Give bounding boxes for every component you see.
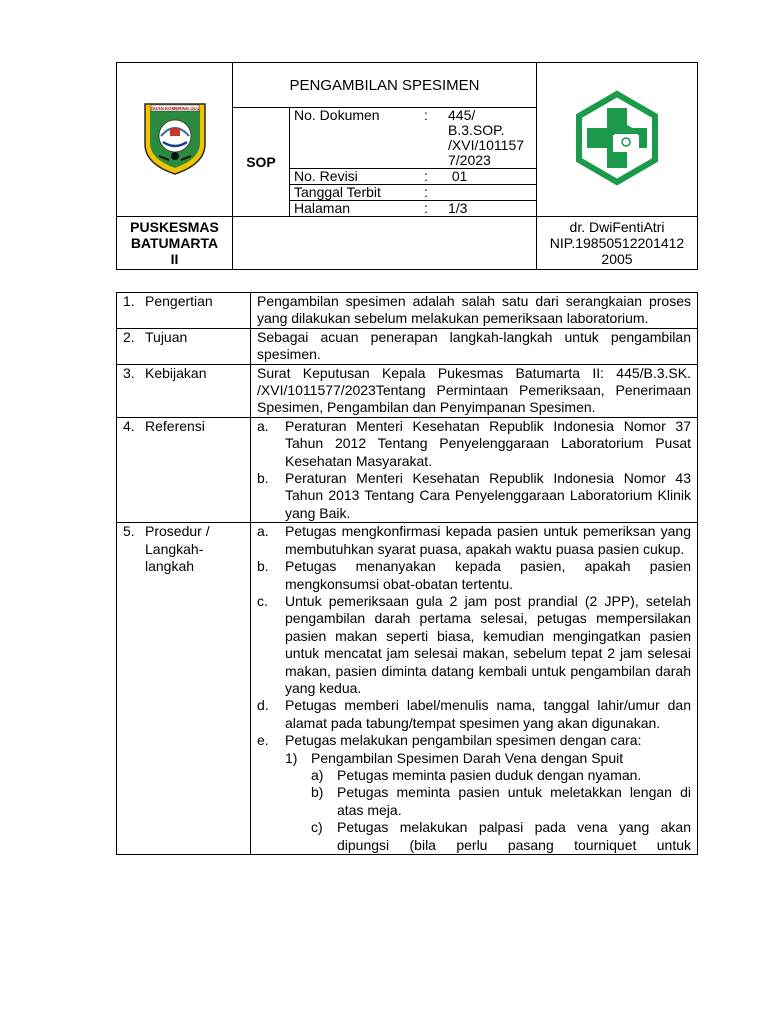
puskesmas-health-icon (569, 90, 665, 186)
meta-row-tanggal-terbit: Tanggal Terbit : (290, 185, 536, 201)
no-revisi-value: 01 (444, 169, 536, 185)
kebijakan-text: Surat Keputusan Kepala Pukesmas Batumarta II: 445/B.3.SK. /XVI/1011577/2023Tentang Permintaan Pemeriksaan, Penerimaan Spesimen, Pengambilan dan Penyimpanan Spesimen. (251, 364, 698, 417)
puskesmas-icon-cell (537, 63, 698, 217)
no-dokumen-value: 445/ B.3.SOP. /XVI/101157 7/2023 (444, 108, 536, 169)
sub-sub-list-item: c) Petugas melakukan palpasi pada vena yang akan dipungsi (bila perlu pasang tourniquet untuk (311, 819, 691, 853)
sop-content-table (116, 292, 698, 855)
sop-header-table (116, 62, 698, 270)
row-referensi: 4. Referensi a. Peraturan Menteri Kesehatan Republik Indonesia Nomor 37 Tahun 2012 Tentang Penyelenggaraan Laboratorium Pusat Kesehatan Masyarakat. b. Peraturan Menteri Kesehatan Republik Indonesia Nomor 43 Tahun 2013 Tentang Cara Penyelenggaraan Laboratorium Klinik yang Baik. (117, 417, 698, 522)
svg-text:OGAN KOMERING ULU: OGAN KOMERING ULU (150, 106, 199, 111)
meta-row-no-dokumen: No. Dokumen : 445/ B.3.SOP. /XVI/101157 7/2023 (290, 108, 536, 169)
sub-sub-list-item: a) Petugas meminta pasien duduk dengan nyaman. (311, 766, 642, 783)
meta-row-halaman: Halaman : 1/3 (290, 201, 536, 217)
organization-name: PUSKESMAS BATUMARTA II (117, 217, 233, 270)
list-item: e. Petugas melakukan pengambilan spesimen dengan cara: (257, 732, 642, 749)
tujuan-text: Sebagai acuan penerapan langkah-langkah untuk pengambilan spesimen. (251, 328, 698, 364)
list-item: a. Peraturan Menteri Kesehatan Republik Indonesia Nomor 37 Tahun 2012 Tentang Penyelenggaraan Laboratorium Pusat Kesehatan Masyarakat. (257, 417, 691, 469)
halaman-value: 1/3 (448, 200, 468, 216)
tanggal-terbit-value (444, 185, 536, 201)
row-tujuan: 2. Tujuan Sebagai acuan penerapan langkah-langkah untuk pengambilan spesimen. (117, 328, 698, 364)
referensi-list (251, 417, 698, 522)
empty-cell (233, 217, 537, 270)
list-item: d. Petugas memberi label/menulis nama, tanggal lahir/umur dan alamat pada tabung/tempat spesimen yang akan digunakan. (257, 697, 691, 731)
document-meta (290, 108, 537, 217)
list-item: c. Untuk pemeriksaan gula 2 jam post prandial (2 JPP), setelah pengambilan darah pertama selesai, petugas mempersilakan pasien makan seperti biasa, kemudian mengingatkan pasien untuk mencatat jam selesai makan, sebelum tepat 2 jam selesai makan, pasien diminta datang kembali untuk pengambilan darah yang kedua. (257, 592, 691, 696)
signatory: dr. DwiFentiAtri NIP.19850512201412 2005 (537, 217, 698, 270)
sop-label: SOP (233, 108, 290, 217)
list-item: b. Peraturan Menteri Kesehatan Republik Indonesia Nomor 43 Tahun 2013 Tentang Cara Penyelenggaraan Laboratorium Klinik yang Baik. (257, 470, 691, 521)
sub-sub-list-item: b) Petugas meminta pasien untuk meletakkan lengan di atas meja. (311, 784, 691, 818)
meta-row-no-revisi: No. Revisi : 01 (290, 169, 536, 185)
list-item: b. Petugas menanyakan kepada pasien, apakah pasien mengkonsumsi obat-obatan tertentu. (257, 558, 691, 592)
row-kebijakan: 3. Kebijakan Surat Keputusan Kepala Pukesmas Batumarta II: 445/B.3.SK. /XVI/1011577/2023Tentang Permintaan Pemeriksaan, Penerimaan Spesimen, Pengambilan dan Penyimpanan Spesimen. (117, 364, 698, 417)
regency-emblem-icon (139, 98, 211, 178)
row-pengertian: 1. Pengertian Pengambilan spesimen adalah salah satu dari serangkaian proses yang dilakukan sebelum melakukan pemeriksaan laboratorium. (117, 293, 698, 329)
row-prosedur: 5. Prosedur / Langkah- langkah a. Petugas mengkonfirmasi kepada pasien untuk pemeriksan yang membutuhkan syarat puasa, apakah waktu puasa pasien cukup. b. Petugas menanyakan kepada pasien, apakah pasien mengkonsumsi obat-obatan tertentu. c. Untuk pemeriksaan gula 2 jam post prandial (2 JPP), setelah pengambilan darah pertama selesai, petugas mempersilakan pasien makan seperti biasa, kemudian mengingatkan pasien untuk mencatat jam selesai makan, sebelum tepat 2 jam selesai makan, pasien diminta datang kembali untuk pengambilan darah yang kedua. d. Petugas memberi label/menulis nama, tanggal lahir/umur dan alamat pada tabung/tempat spesimen yang akan digunakan. e. Petugas melakukan pengambilan spesimen dengan cara: 1) Pengambilan Spesimen Darah Vena dengan Spuit a) Petugas meminta pasien duduk dengan nyaman. b) Petugas meminta pasien untuk meletakkan lengan di atas meja. c) Petugas melakukan palpasi pada vena yang akan dipungsi (bila perlu pasang tourniquet untuk (117, 523, 698, 855)
document-title: PENGAMBILAN SPESIMEN (233, 63, 537, 108)
sub-list-item: 1) Pengambilan Spesimen Darah Vena dengan Spuit (285, 749, 624, 766)
logo-cell (117, 63, 233, 217)
pengertian-text: Pengambilan spesimen adalah salah satu dari serangkaian proses yang dilakukan sebelum melakukan pemeriksaan laboratorium. (251, 293, 698, 329)
list-item: a. Petugas mengkonfirmasi kepada pasien untuk pemeriksan yang membutuhkan syarat puasa, apakah waktu puasa pasien cukup. (257, 523, 691, 557)
prosedur-list (251, 523, 698, 855)
